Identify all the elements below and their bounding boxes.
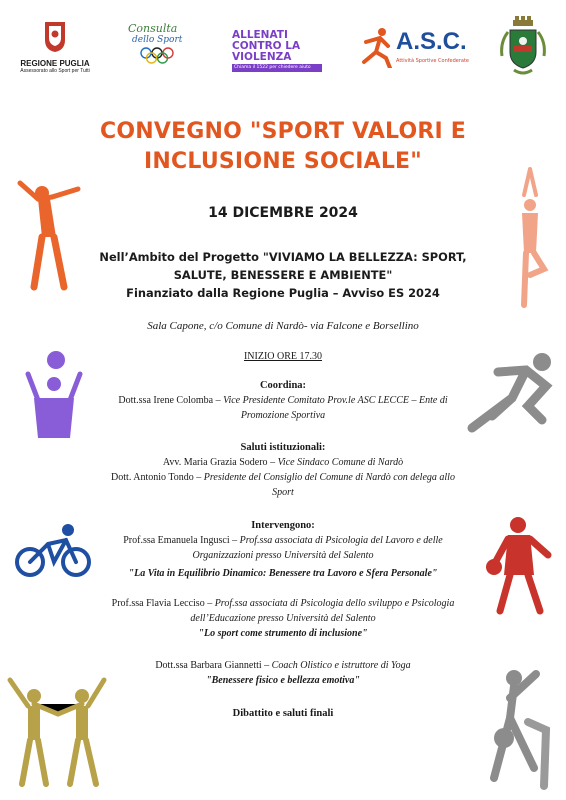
municipal-coat-of-arms	[498, 16, 548, 78]
consulta-line2: dello Sport	[132, 35, 183, 45]
project-line-2: SALUTE, BENESSERE E AMBIENTE"	[173, 268, 393, 282]
title-line-1: CONVEGNO "SPORT VALORI E	[99, 119, 466, 144]
speaker-2-talk: "Lo sport come strumento di inclusione"	[198, 628, 368, 639]
speaker-3-line: Dott.ssa Barbara Giannetti – Coach Olistico e istruttore di Yoga	[155, 660, 411, 671]
speaker-3	[100, 658, 466, 688]
coordina-name: Dott.ssa Irene Colomba	[118, 395, 214, 406]
coordina-heading: Coordina:	[259, 380, 307, 391]
coordina-role-line2: Promozione Sportiva	[240, 410, 326, 421]
dancing-couple-figure	[6, 676, 110, 788]
intervengono-heading: Intervengono:	[251, 520, 315, 531]
speaker-2	[100, 596, 466, 641]
saluti-p2-name: Dott. Antonio Tondo	[111, 472, 194, 483]
title-line-2: INCLUSIONE SOCIALE"	[144, 149, 422, 174]
speaker-1-name: Prof.ssa Emanuela Ingusci	[123, 535, 230, 546]
saluti-p2-role-line1: Presidente del Consiglio del Comune di Nardò con delega allo	[203, 472, 455, 483]
runner-figure	[462, 350, 558, 440]
speaker-1-role-line1: Prof.ssa associata di Psicologia del Lavoro e delle	[239, 535, 443, 546]
asc-runner-icon	[360, 26, 396, 68]
basketball-player-figure	[478, 515, 558, 615]
speaker-2-line: Prof.ssa Flavia Lecciso – Prof.ssa associata di Psicologia dello sviluppo e Psicologia	[111, 598, 455, 609]
regione-puglia-logo	[12, 20, 98, 78]
speaker-1-role-line2: Organizzazioni presso Università del Salento	[192, 550, 374, 561]
consulta-dello-sport-logo	[122, 22, 192, 78]
saluti-person-2: Dott. Antonio Tondo – Presidente del Consiglio del Comune di Nardò con delega allo	[111, 472, 455, 483]
coordina-line-1: Dott.ssa Irene Colomba – Vice Presidente Comitato Prov.le ASC LECCE – Ente di	[118, 395, 448, 406]
project-line-3: Finanziato dalla Regione Puglia – Avviso ES 2024	[126, 286, 440, 300]
saluti-p1-role: Vice Sindaco Comune di Nardò	[277, 457, 404, 468]
olympic-rings-icon	[122, 45, 192, 65]
saluti-p2-role-line2: Sport	[272, 487, 294, 498]
section-intervengono	[100, 518, 466, 581]
section-coordina	[100, 378, 466, 423]
speaker-1-talk: "La Vita in Equilibrio Dinamico: Benessere tra Lavoro e Sfera Personale"	[128, 568, 438, 579]
regione-puglia-subtitle: Assessorato allo Sport per Tutti	[20, 68, 90, 74]
event-title	[60, 117, 506, 177]
asc-subtitle: Attività Sportive Confederate	[396, 58, 470, 64]
asc-logo	[360, 24, 480, 74]
regione-puglia-name: REGIONE PUGLIA	[20, 59, 90, 68]
project-description	[95, 248, 471, 302]
yoga-figure	[500, 165, 560, 310]
speaker-3-talk: "Benessere fisico e bellezza emotiva"	[206, 675, 360, 686]
consulta-line1: Consulta	[128, 22, 178, 35]
stretching-woman-figure	[12, 175, 92, 295]
venue: Sala Capone, c/o Comune di Nardò- via Falcone e Borsellino	[147, 320, 419, 332]
closing-text: Dibattito e saluti finali	[232, 708, 334, 719]
saluti-p1-name: Avv. Maria Grazia Sodero	[162, 457, 268, 468]
saluti-person-1: Avv. Maria Grazia Sodero – Vice Sindaco Comune di Nardò	[162, 457, 404, 468]
start-time: INIZIO ORE 17.30	[243, 351, 323, 362]
allenati-helpline: Chiama il 1522 per chiedere aiuto	[232, 64, 322, 72]
saluti-heading: Saluti istituzionali:	[240, 442, 326, 453]
section-saluti	[100, 440, 466, 500]
speaker-3-role: Coach Olistico e istruttore di Yoga	[271, 660, 411, 671]
event-date: 14 DICEMBRE 2024	[208, 205, 358, 221]
basketball-duel-figure	[474, 668, 560, 790]
allenati-line1: ALLENATI	[232, 29, 288, 41]
asc-name: A.S.C.	[396, 28, 467, 55]
cyclist-figure	[14, 520, 94, 580]
project-line-1: Nell’Ambito del Progetto "VIVIAMO LA BELLEZZA: SPORT,	[99, 250, 467, 264]
speaker-3-name: Dott.ssa Barbara Giannetti	[155, 660, 262, 671]
volleyball-player-figure	[18, 350, 88, 440]
speaker-2-role-line1: Prof.ssa associata di Psicologia dello sviluppo e Psicologia	[214, 598, 455, 609]
speaker-2-role-line2: dell’Educazione presso Università del Salento	[190, 613, 376, 624]
allenati-line2: CONTRO LA	[232, 40, 301, 52]
speaker-2-name: Prof.ssa Flavia Lecciso	[111, 598, 205, 609]
speaker-1-line: Prof.ssa Emanuela Ingusci – Prof.ssa associata di Psicologia del Lavoro e delle	[123, 535, 443, 546]
coat-of-arms-icon	[498, 16, 548, 78]
regione-puglia-emblem-icon	[12, 20, 98, 54]
allenati-contro-la-violenza-logo	[232, 30, 322, 78]
allenati-line3: VIOLENZA	[232, 51, 292, 63]
coordina-role-line1: Vice Presidente Comitato Prov.le ASC LECCE – Ente di	[223, 395, 448, 406]
